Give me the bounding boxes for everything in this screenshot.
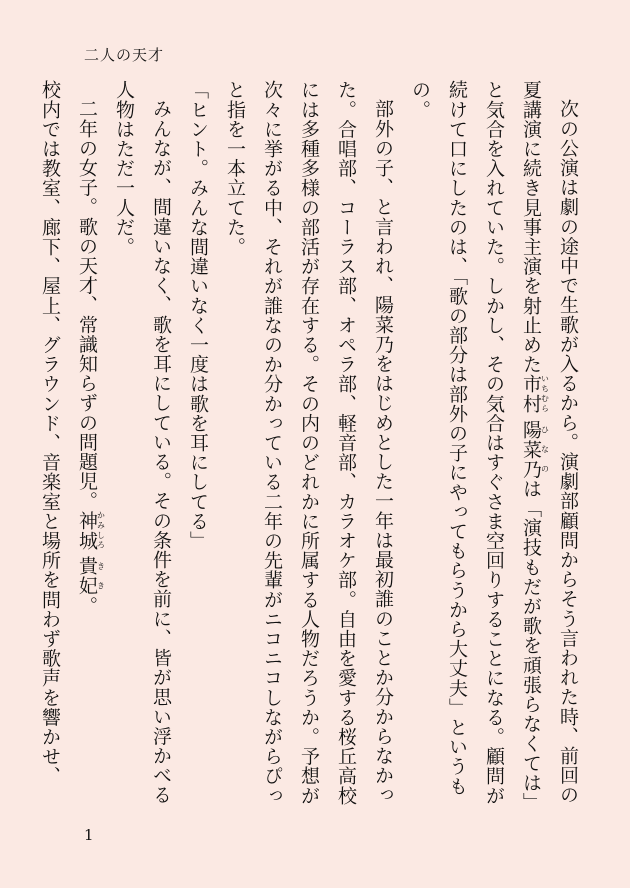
paragraph xyxy=(105,80,179,820)
ruby-reading: いちむら xyxy=(540,374,550,414)
text-run xyxy=(520,413,542,420)
paragraph xyxy=(216,80,401,820)
paragraph xyxy=(401,80,586,820)
ruby-reading: ひなの xyxy=(540,419,550,479)
paragraph xyxy=(179,80,216,820)
text-run: みんなが、間違いなく、歌を耳にしている。その条件を前に、皆が思い浮かべる人物はただ一人だ。 xyxy=(113,80,172,805)
text-run: 「ヒント。みんな間違いなく一度は歌を耳にしてる」 xyxy=(187,80,209,551)
text-run: 。 xyxy=(76,595,98,616)
text-run: 校内では教室、廊下、屋上、グラウンド、音楽室と場所を問わず歌声を響かせ、 xyxy=(39,80,61,786)
ruby-base: 神城 xyxy=(76,510,98,550)
vertical-body-text xyxy=(39,80,586,820)
text-run: は「演技もだが歌を頑張らなくては」と気合を入れていた。しかし、その気合はすぐさま空回りすることになる。顧問が続けて口にしたのは、「歌の部分は部外の子にやってもらうから大丈夫」というもの。 xyxy=(409,80,542,812)
text-run: 部外の子、と言われ、陽菜乃をはじめとした一年は最初誰のことか分からなかった。合唱部、コーラス部、オペラ部、軽音部、カラオケ部。自由を愛する桜丘高校には多種多様の部活が存在する。その内のどれかに所属する人物だろうか。予想が次々に挙がる中、それが誰なのか分かっている二年の先輩がニコニコしながらぴっと指を一本立てた。 xyxy=(224,80,394,806)
ruby-base: 貴妃 xyxy=(76,556,98,596)
text-run: 二年の女子。歌の天才、常識知らずの問題児。 xyxy=(76,99,98,511)
paragraph xyxy=(68,80,105,820)
ruby-reading: きき xyxy=(96,556,106,596)
paragraph xyxy=(31,80,68,820)
ruby-reading: かみしろ xyxy=(96,510,106,550)
ruby-name xyxy=(520,419,550,479)
running-header: 二人の天才 xyxy=(84,46,165,64)
text-run: 次の公演は劇の途中で生歌が入るから。演劇部顧問からそう言われた時、前回の夏講演に続き見事主演を射止めた xyxy=(520,80,579,805)
ruby-base: 陽菜乃 xyxy=(520,419,542,479)
ruby-name xyxy=(520,374,550,414)
page-number: 1 xyxy=(84,826,94,844)
ruby-name xyxy=(76,556,106,596)
ruby-base: 市村 xyxy=(520,374,542,414)
ruby-name xyxy=(76,510,106,550)
